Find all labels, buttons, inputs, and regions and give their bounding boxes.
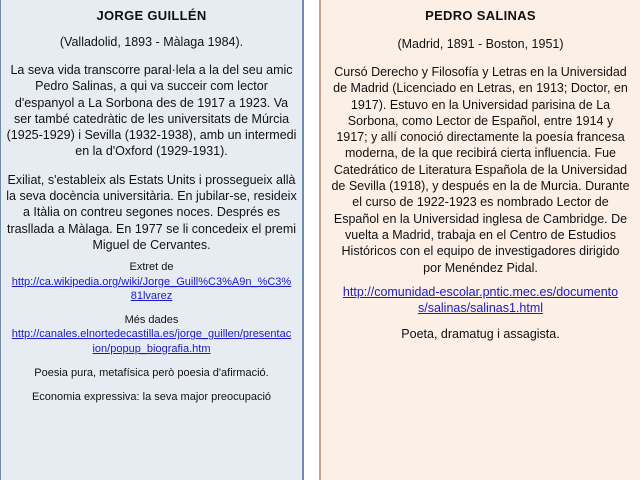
guillen-note-poetry: Poesia pura, metafísica però poesia d'afirmació. bbox=[34, 367, 269, 380]
salinas-name: PEDRO SALINAS bbox=[425, 8, 536, 23]
guillen-bio-paragraph-1: La seva vida transcorre paral·lela a la del seu amic Pedro Salinas, a qui va succeir com lector d'espanyol a La Sorbona des de 1917 a 1923. Va ser també catedràtic de les universitats de Múrcia (1925-1929) i Sevilla (1932-1938), amb un intermedi en la d'Oxford (1929-1931). bbox=[6, 63, 297, 159]
salinas-note: Poeta, dramatug i assagista. bbox=[401, 327, 560, 342]
guillen-more-link[interactable]: http://canales.elnortedecastilla.es/jorge_guillen/presentacion/popup_biografia.htm bbox=[11, 328, 292, 355]
guillen-name: JORGE GUILLÉN bbox=[96, 8, 207, 23]
guillen-bio-paragraph-2: Exiliat, s'estableix als Estats Units i prossegueix allà la seva docència universitària. En jubilar-se, resideix a Itàlia on contreu segones noces. Després es trasllada a Màlaga. En 1977 se li concedeix el premi Miguel de Cervantes. bbox=[6, 172, 297, 252]
salinas-dates: (Madrid, 1891 - Boston, 1951) bbox=[397, 37, 564, 51]
guillen-wikipedia-link[interactable]: http://ca.wikipedia.org/wiki/Jorge_Guill%C3%A9n_%C3%81lvarez bbox=[11, 275, 292, 303]
guillen-dates: (Valladolid, 1893 - Màlaga 1984). bbox=[59, 35, 244, 49]
guillen-source-label: Extret de bbox=[129, 261, 174, 274]
salinas-bio-paragraph: Cursó Derecho y Filosofía y Letras en la Universidad de Madrid (Licenciado en Letras, en 1913; Doctor, en 1917). Estuvo en la Universidad parisina de La Sorbona, como Lector de Español, entre 1914 y 1917; y allí conoció directamente la poesía francesa moderna, de la que recibirá cierta influencia. Fue Catedrático de Literatura Española de la Universidad de Sevilla (1918), y después en la de Murcia. Durante el curso de 1922-1923 es nombrado Lector de Español en la Universidad inglesa de Cambridge. De vuelta a Madrid, trabaja en el Centro de Estudios Históricos con el equipo de investigadores dirigido por Menéndez Pidal. bbox=[331, 65, 630, 275]
salinas-source-link[interactable]: http://comunidad-escolar.pntic.mec.es/documentos/salinas/salinas1.html bbox=[342, 284, 619, 316]
guillen-note-economy: Economia expressiva: la seva major preocupació bbox=[31, 390, 272, 403]
guillen-more-label: Més dades bbox=[124, 313, 179, 326]
guillen-column bbox=[0, 0, 304, 480]
salinas-column bbox=[319, 0, 640, 480]
